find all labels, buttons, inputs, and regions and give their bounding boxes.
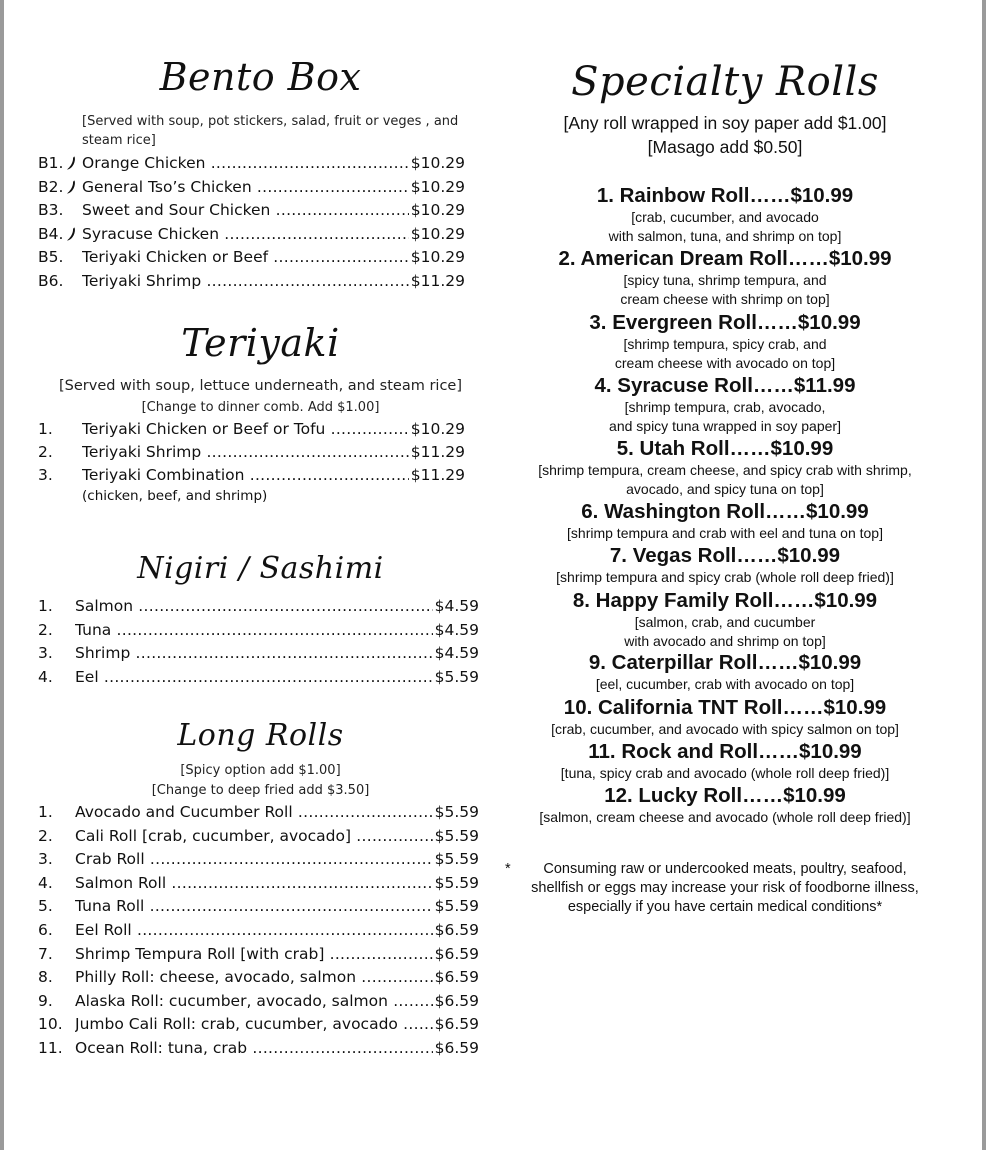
item-number: 6. [38,921,53,939]
item-number: B5. [38,248,64,266]
item-number: B2. [38,177,64,196]
item-price: $6.59 [434,968,479,987]
page-border-right [982,0,986,1150]
specialty-roll-description: with avocado and shrimp on top] [624,633,826,649]
item-price: $10.29 [410,177,465,196]
item-number: 1. [38,597,53,615]
menu-item-row [38,1013,479,1035]
item-name-with-leader [82,270,465,292]
item-number: 3. [38,644,53,662]
specialty-roll-title: 7. Vegas Roll……$10.99 [609,544,841,567]
specialty-note-soy-paper: [Any roll wrapped in soy paper add $1.00] [563,113,887,133]
specialty-roll-title: 5. Utah Roll……$10.99 [616,437,834,460]
item-number: B6. [38,271,64,290]
item-name-with-leader [75,943,479,965]
disclaimer-asterisk: * [505,861,511,877]
item-price: $6.59 [434,921,479,939]
specialty-roll-description: and spicy tuna wrapped in soy paper] [609,418,841,434]
menu-item-row [38,441,465,463]
item-number: 10. [38,1015,63,1034]
item-name-with-leader [75,895,479,917]
item-price: $4.59 [434,597,479,615]
item-number: 2. [38,826,53,845]
specialty-roll-description: [eel, cucumber, crab with avocado on top] [595,676,855,692]
item-number: 11. [38,1039,63,1057]
item-number: B3. [38,201,64,219]
specialty-roll-description: [shrimp tempura, spicy crab, and [623,336,827,352]
item-price: $4.59 [434,644,479,662]
item-price: $10.29 [410,420,465,438]
teriyaki-note-1: [Served with soup, lettuce underneath, and steam rice] [59,378,462,394]
item-price: $5.59 [434,667,479,686]
item-name-with-leader [82,464,465,486]
item-number: 9. [38,991,53,1010]
specialty-roll-description: [salmon, crab, and cucumber [634,614,816,630]
item-price: $10.29 [410,248,465,266]
item-price: $6.59 [434,1039,479,1057]
item-name-with-leader [75,595,479,617]
menu-item-row [38,1037,479,1059]
specialty-roll-title: 12. Lucky Roll……$10.99 [604,784,846,807]
specialty-roll-description: [shrimp tempura and spicy crab (whole roll deep fried)] [556,569,894,585]
item-number: 3. [38,466,53,484]
bento-note-line1: [Served with soup, pot stickers, salad, fruit or veges , and [82,114,459,129]
item-price: $5.59 [434,873,479,892]
chili-pepper-icon [66,155,76,171]
disclaimer-line3: especially if you have certain medical conditions* [567,899,883,915]
item-number: 5. [38,897,53,916]
item-price: $5.59 [434,826,479,845]
item-number: 4. [38,873,53,892]
item-name-with-leader [75,825,479,847]
menu-item-row [38,642,479,664]
menu-item-row [38,801,479,823]
menu-item-row [38,872,479,894]
item-name: Eel Roll ..... [75,921,479,939]
menu-item-row [38,990,479,1012]
item-name: Syracuse Chicken ..... [82,225,465,243]
item-name-with-leader [75,966,479,988]
item-name-with-leader [75,1013,479,1035]
specialty-roll-title: 3. Evergreen Roll……$10.99 [589,311,861,334]
menu-item-row [38,246,465,268]
specialty-roll-description: cream cheese with avocado on top] [614,355,836,371]
item-name: Orange Chicken ..... [82,154,465,172]
item-number: 3. [38,850,53,869]
item-name: Sweet and Sour Chicken ..... [82,201,465,219]
item-number: 4. [38,667,53,686]
specialty-note-masago: [Masago add $0.50] [647,137,803,157]
specialty-roll-title: 2. American Dream Roll……$10.99 [558,247,892,270]
item-name: Ocean Roll: tuna, crab ..... [75,1039,479,1057]
item-name-with-leader [75,919,479,941]
item-price: $6.59 [434,991,479,1010]
item-price: $10.29 [410,201,465,219]
item-name: Shrimp ..... [75,644,479,662]
item-name: Teriyaki Shrimp ..... [82,272,465,290]
item-name-with-leader [75,642,479,664]
bento-note-line2: steam rice] [82,133,156,148]
menu-item-row [38,152,465,174]
item-name-with-leader [82,199,465,221]
item-name: Shrimp Tempura Roll [with crab] ..... [75,945,479,963]
chili-pepper-icon [66,226,76,242]
specialty-rolls-heading: Specialty Rolls [571,59,879,105]
item-name: Teriyaki Shrimp ..... [82,443,465,461]
specialty-roll-title: 10. California TNT Roll……$10.99 [563,696,887,719]
menu-item-row [38,848,479,870]
menu-item-row [38,270,465,292]
specialty-roll-title: 1. Rainbow Roll……$10.99 [596,184,854,207]
specialty-roll-title: 8. Happy Family Roll……$10.99 [572,589,878,612]
item-name-with-leader [82,223,465,245]
item-number: B1. [38,154,64,172]
item-number: 2. [38,620,53,639]
item-name-with-leader [75,990,479,1012]
menu-item-row [38,619,479,641]
specialty-roll-description: cream cheese with shrimp on top] [620,291,830,307]
specialty-roll-title: 11. Rock and Roll……$10.99 [588,740,862,763]
item-price: $5.59 [434,850,479,869]
item-number: 7. [38,944,53,963]
item-name: Salmon Roll ..... [75,874,479,892]
item-price: $6.59 [434,944,479,963]
specialty-roll-description: [spicy tuna, shrimp tempura, and [623,272,827,288]
item-price: $11.29 [410,443,465,461]
specialty-roll-description: [shrimp tempura, cream cheese, and spicy crab with shrimp, [538,462,912,478]
long-rolls-note-1: [Spicy option add $1.00] [180,763,341,778]
specialty-roll-description: [shrimp tempura, crab, avocado, [624,399,826,415]
item-name-with-leader [75,1037,479,1059]
item-name-with-leader [82,152,465,174]
chili-pepper-icon [66,179,76,195]
page-border-left [0,0,4,1150]
menu-item-row [38,825,479,847]
item-name: Avocado and Cucumber Roll ..... [75,803,479,821]
item-name-with-leader [82,418,465,440]
item-name-with-leader [75,872,479,894]
item-name-with-leader [75,848,479,870]
item-name-with-leader [75,619,479,641]
item-number: 2. [38,443,53,461]
menu-item-row [38,595,479,617]
item-name: Cali Roll [crab, cucumber, avocado] ..... [75,827,479,845]
bento-box-heading: Bento Box [159,55,362,99]
item-name: Tuna Roll ..... [75,897,479,915]
item-name: Teriyaki Chicken or Beef ..... [82,248,465,266]
food-safety-disclaimer [505,860,945,917]
teriyaki-heading: Teriyaki [181,321,340,365]
menu-item-row [38,176,465,198]
bento-box-note [82,112,458,150]
menu-item-row [38,199,465,221]
item-price: $10.29 [410,154,465,172]
teriyaki-note-2: [Change to dinner comb. Add $1.00] [141,400,380,415]
specialty-roll-description: [crab, cucumber, and avocado with spicy salmon on top] [551,721,899,737]
menu-item-row [38,418,465,440]
item-price: $4.59 [434,620,479,639]
item-name: Jumbo Cali Roll: crab, cucumber, avocado ..... [75,1015,479,1033]
teriyaki-combination-detail: (chicken, beef, and shrimp) [82,488,268,504]
specialty-roll-description: [salmon, cream cheese and avocado (whole roll deep fried)] [539,809,911,825]
item-number: B4. [38,224,64,243]
item-price: $5.59 [434,897,479,916]
item-number: 1. [38,803,53,821]
specialty-roll-description: avocado, and spicy tuna on top] [626,481,824,497]
specialty-roll-title: 4. Syracuse Roll……$11.99 [594,374,856,397]
item-name: Philly Roll: cheese, avocado, salmon ..... [75,968,479,986]
specialty-roll-description: [shrimp tempura and crab with eel and tuna on top] [567,525,883,541]
item-price: $10.29 [410,224,465,243]
item-name: General Tso’s Chicken ..... [82,178,465,196]
item-name-with-leader [75,666,479,688]
item-name: Tuna ..... [75,621,479,639]
specialty-roll-title: 6. Washington Roll……$10.99 [581,500,869,523]
item-number: 1. [38,420,53,438]
menu-item-row [38,464,465,486]
item-name-with-leader [82,176,465,198]
item-name-with-leader [82,441,465,463]
specialty-roll-description: [tuna, spicy crab and avocado (whole roll deep fried)] [560,765,890,781]
disclaimer-line2: shellfish or eggs may increase your risk of foodborne illness, [531,880,919,896]
item-name: Eel ..... [75,668,479,686]
item-name: Teriyaki Combination ..... [82,466,465,484]
item-name: Crab Roll ..... [75,850,479,868]
item-price: $11.29 [410,271,465,290]
item-price: $5.59 [434,803,479,821]
menu-item-row [38,895,479,917]
nigiri-sashimi-heading: Nigiri / Sashimi [137,551,384,586]
item-name: Alaska Roll: cucumber, avocado, salmon ..... [75,992,479,1010]
menu-item-row [38,966,479,988]
long-rolls-note-2: [Change to deep fried add $3.50] [151,783,370,798]
specialty-roll-description: [crab, cucumber, and avocado [631,209,819,225]
menu-item-row [38,919,479,941]
item-name: Teriyaki Chicken or Beef or Tofu ..... [82,420,465,438]
specialty-roll-title: 9. Caterpillar Roll……$10.99 [588,651,862,674]
menu-item-row [38,666,479,688]
item-name: Salmon ..... [75,597,479,615]
menu-item-row [38,943,479,965]
specialty-roll-description: with salmon, tuna, and shrimp on top] [608,228,842,244]
menu-item-row [38,223,465,245]
item-name-with-leader [75,801,479,823]
item-name-with-leader [82,246,465,268]
item-price: $11.29 [410,466,465,484]
disclaimer-line1: Consuming raw or undercooked meats, poultry, seafood, [543,861,907,877]
long-rolls-heading: Long Rolls [177,718,344,753]
item-number: 8. [38,968,53,987]
item-price: $6.59 [434,1015,479,1034]
